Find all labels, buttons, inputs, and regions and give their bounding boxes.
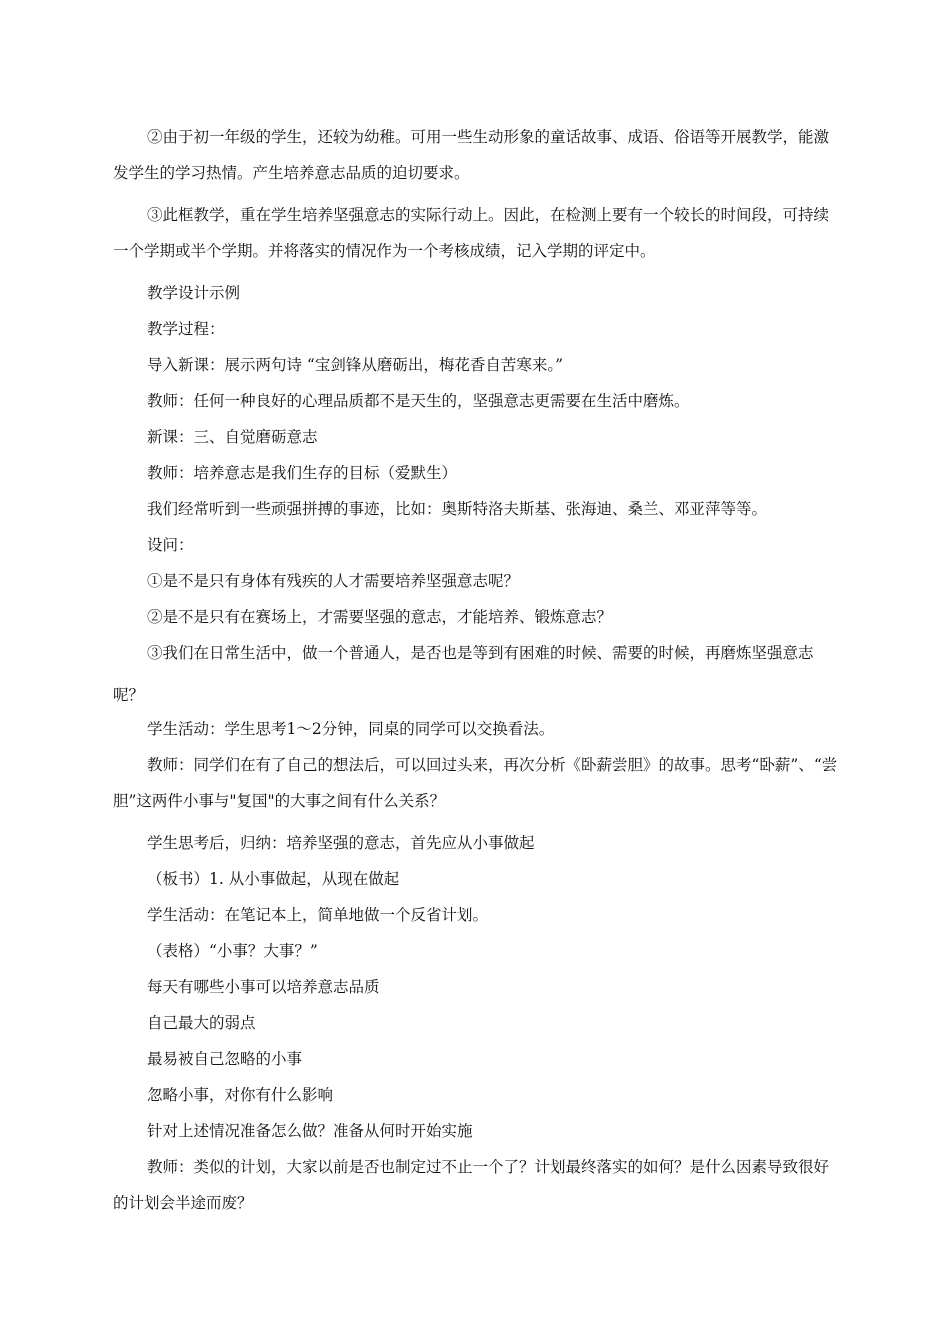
paragraph-20: 每天有哪些小事可以培养意志品质 xyxy=(147,978,380,996)
paragraph-2: ③此框教学，重在学生培养坚强意志的实际行动上。因此，在检测上要有一个较长的时间段，可持续一个学期或半个学期。并将落实的情况作为一个考核成绩，记入学期的评定中。 xyxy=(113,206,830,260)
paragraph-9: 我们经常听到一些顽强拼搏的事迹，比如：奥斯特洛夫斯基、张海迪、桑兰、邓亚萍等等。 xyxy=(147,500,768,518)
paragraph-19: （表格）“小事？大事？” xyxy=(147,942,318,960)
paragraph-7: 新课：三、自觉磨砺意志 xyxy=(147,428,318,446)
paragraph-15: 教师：同学们在有了自己的想法后，可以回过头来，再次分析《卧薪尝胆》的故事。思考“卧薪”、“尝胆”这两件小事与"复国"的大事之间有什么关系？ xyxy=(113,756,838,810)
paragraph-16: 学生思考后，归纳：培养坚强的意志，首先应从小事做起 xyxy=(147,834,535,852)
paragraph-14: 学生活动：学生思考1～2分钟，同桌的同学可以交换看法。 xyxy=(147,720,555,738)
paragraph-13: ③我们在日常生活中，做一个普通人，是否也是等到有困难的时候、需要的时候，再磨炼坚强意志呢？ xyxy=(113,644,814,704)
paragraph-12: ②是不是只有在赛场上，才需要坚强的意志，才能培养、锻炼意志？ xyxy=(147,608,613,626)
paragraph-24: 针对上述情况准备怎么做？准备从何时开始实施 xyxy=(147,1122,473,1140)
paragraph-25: 教师：类似的计划，大家以前是否也制定过不止一个了？计划最终落实的如何？是什么因素导致很好的计划会半途而废？ xyxy=(113,1158,830,1212)
paragraph-4: 教学过程： xyxy=(147,320,225,338)
paragraph-23: 忽略小事，对你有什么影响 xyxy=(147,1086,334,1104)
paragraph-8: 教师：培养意志是我们生存的目标（爱默生） xyxy=(147,464,458,482)
paragraph-18: 学生活动：在笔记本上，简单地做一个反省计划。 xyxy=(147,906,489,924)
paragraph-22: 最易被自己忽略的小事 xyxy=(147,1050,303,1068)
paragraph-10: 设问： xyxy=(147,536,194,554)
paragraph-21: 自己最大的弱点 xyxy=(147,1014,256,1032)
paragraph-1: ②由于初一年级的学生，还较为幼稚。可用一些生动形象的童话故事、成语、俗语等开展教学，能激发学生的学习热情。产生培养意志品质的迫切要求。 xyxy=(113,128,830,182)
paragraph-3: 教学设计示例 xyxy=(147,284,241,302)
paragraph-5: 导入新课：展示两句诗 “宝剑锋从磨砺出，梅花香自苦寒来。” xyxy=(147,356,564,374)
paragraph-17: （板书）1. 从小事做起，从现在做起 xyxy=(147,870,400,888)
paragraph-11: ①是不是只有身体有残疾的人才需要培养坚强意志呢？ xyxy=(147,572,520,590)
paragraph-6: 教师：任何一种良好的心理品质都不是天生的，坚强意志更需要在生活中磨炼。 xyxy=(147,392,690,410)
